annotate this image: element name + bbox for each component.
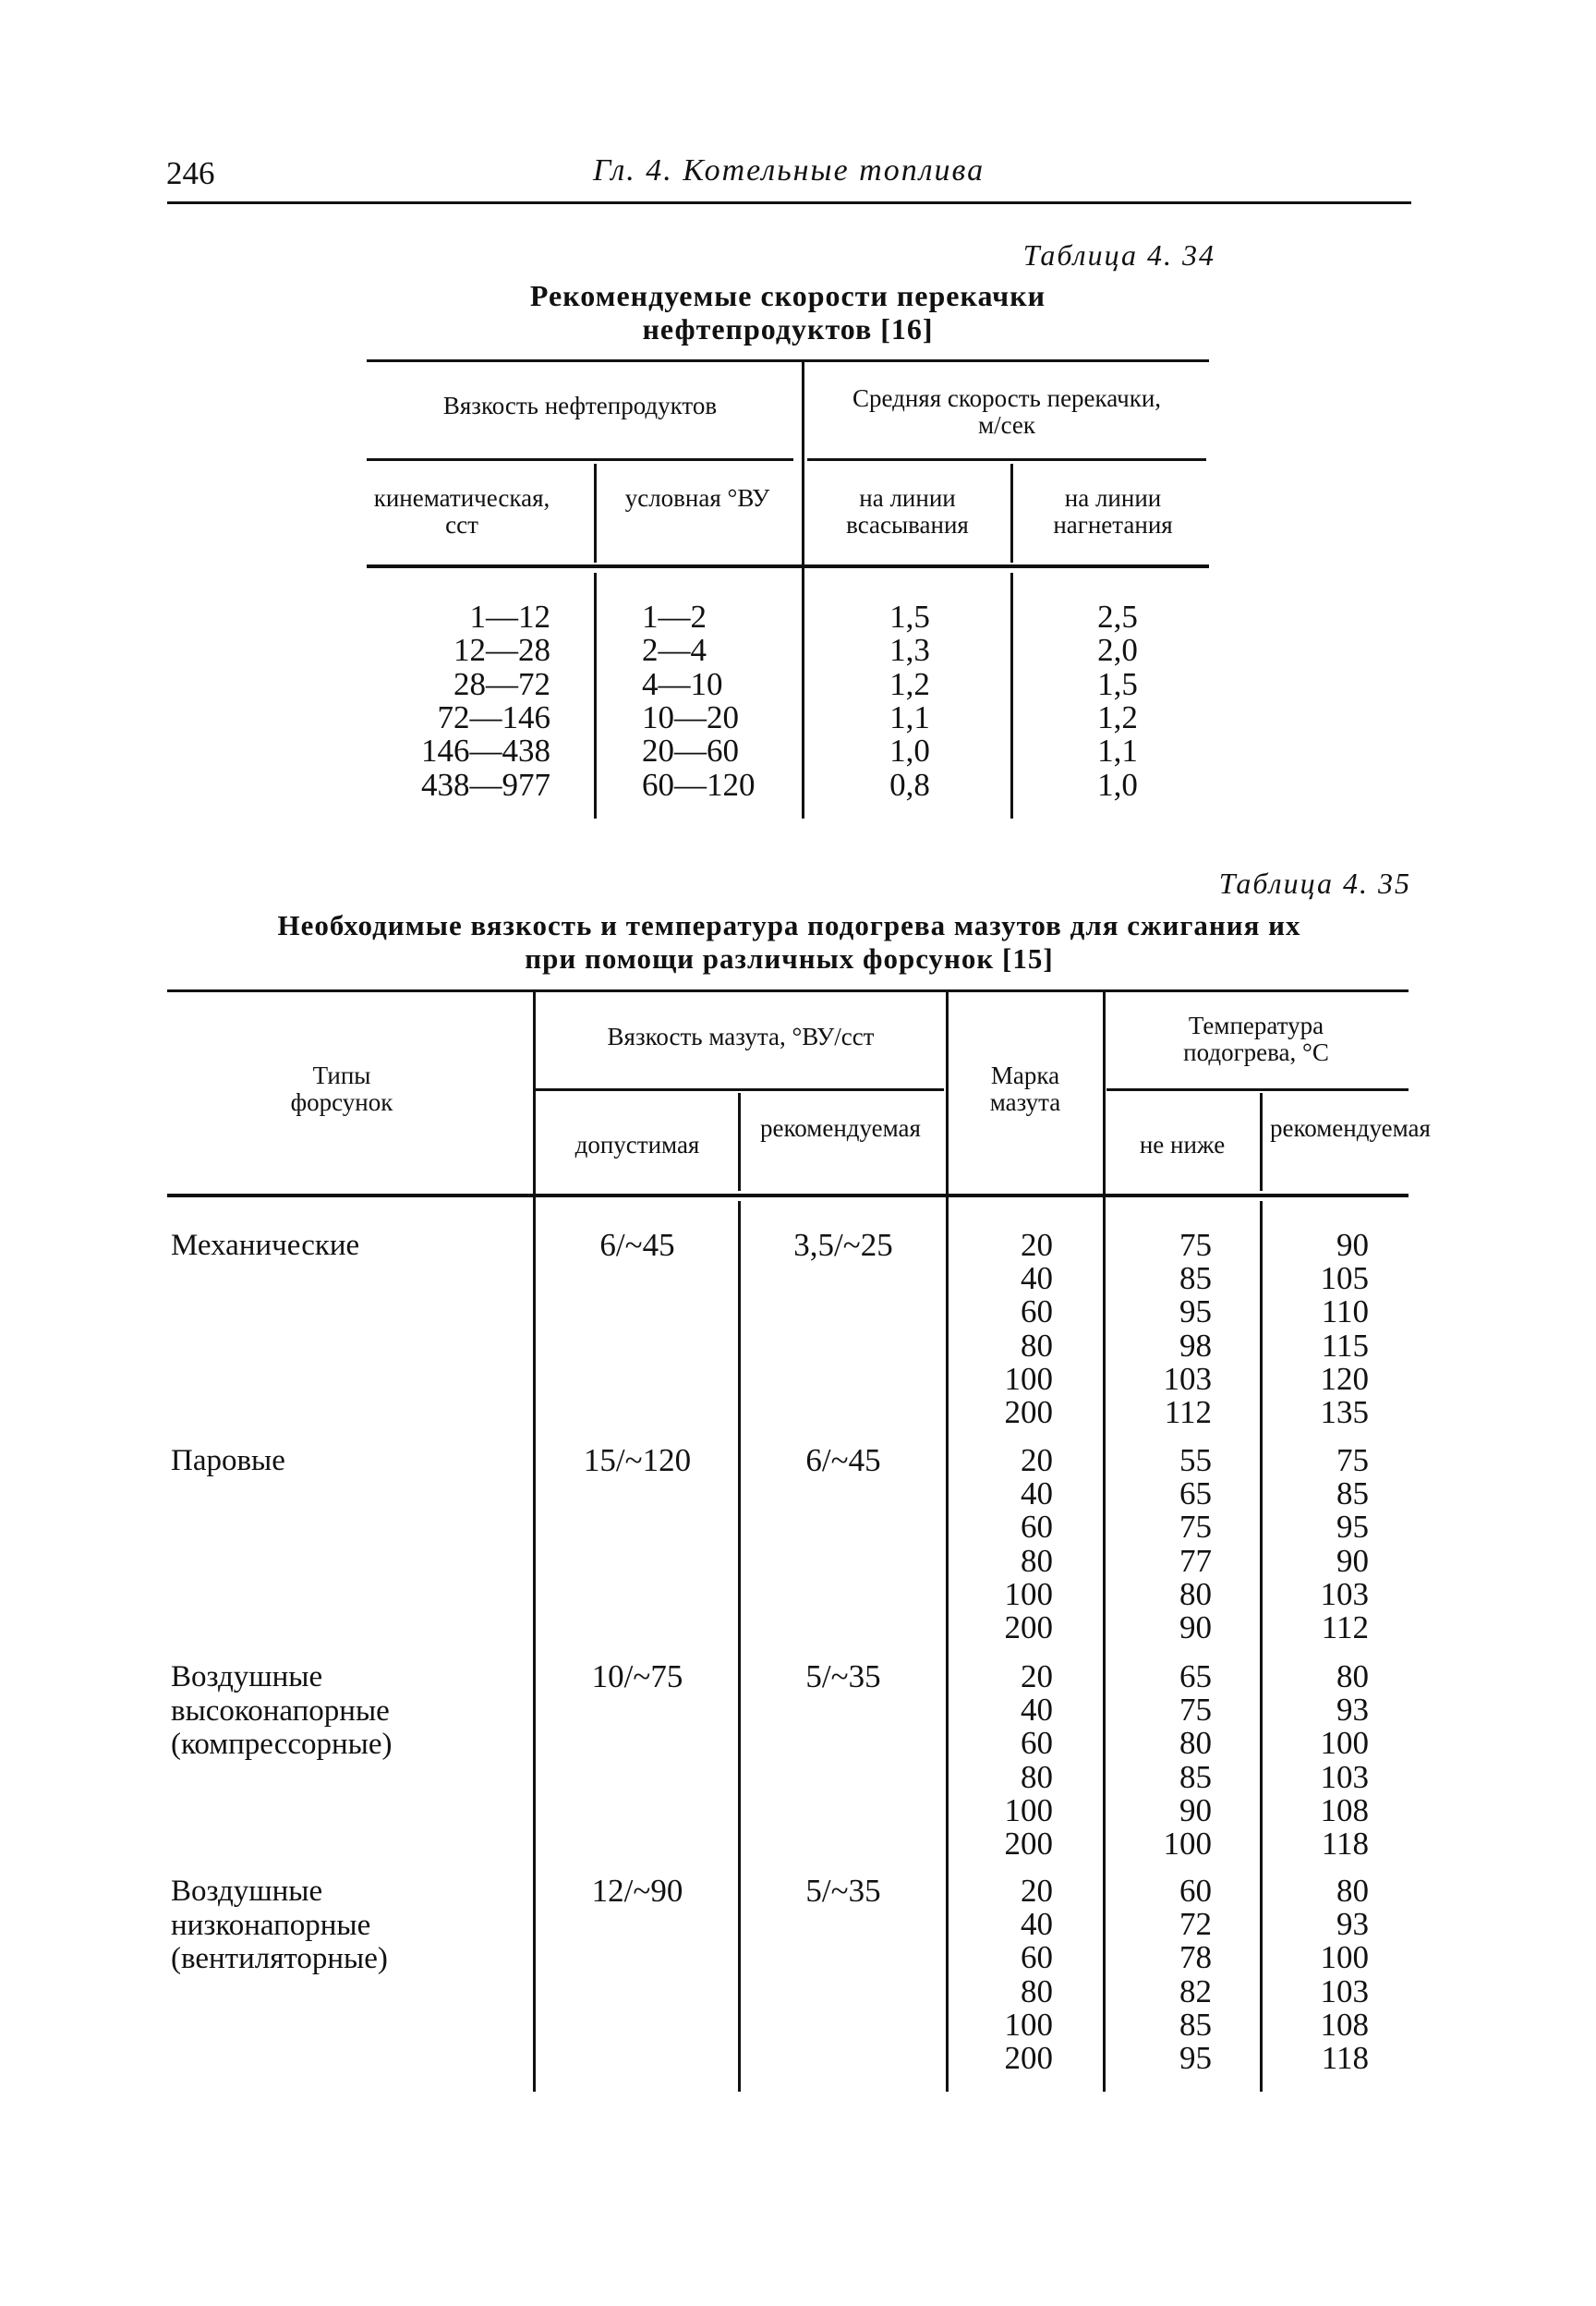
temp-recommended: 100 [1320,1725,1369,1762]
table-caption: Таблица 4. 34 [1022,238,1215,272]
table-title-line: Необходимые вязкость и температура подогрева мазутов для сжигания их [277,909,1301,941]
fuel-grade: 20 [1021,1873,1053,1909]
column-divider [594,464,597,563]
temp-not-below: 95 [1179,2040,1212,2076]
fuel-grade: 40 [1021,1260,1053,1297]
table-cell: 2—4 [642,632,707,669]
allowed-viscosity: 12/~90 [591,1873,683,1909]
header-speed: Средняя скорость перекачки, м/сек [852,384,1162,439]
temp-recommended: 80 [1336,1658,1369,1694]
table-cell: 60—120 [642,766,756,803]
temp-recommended: 85 [1336,1475,1369,1512]
table-cell: 1,5 [889,599,930,635]
injector-type: Воздушные низконапорные (вентиляторные) [171,1875,388,1975]
table-cell: 10—20 [642,698,739,735]
table-cell: 1,2 [889,665,930,702]
temp-not-below: 80 [1179,1575,1212,1612]
column-divider [946,992,949,2092]
fuel-grade: 60 [1021,1509,1053,1546]
running-head [0,153,1596,188]
header-rule [167,201,1411,204]
temp-not-below: 98 [1179,1327,1212,1364]
fuel-grade: 200 [1004,1609,1053,1645]
column-divider [802,362,804,819]
recommended-viscosity: 3,5/~25 [793,1227,893,1263]
temp-recommended: 90 [1336,1542,1369,1579]
table-title [367,279,1209,346]
temp-not-below: 75 [1179,1227,1212,1263]
fuel-grade: 40 [1021,1692,1053,1729]
temp-recommended: 120 [1320,1360,1369,1397]
temp-not-below: 85 [1179,1260,1212,1297]
table-rule [367,458,793,461]
recommended-viscosity: 6/~45 [805,1442,881,1478]
temp-not-below: 95 [1179,1293,1212,1330]
table-cell: 2,5 [1097,599,1138,635]
temp-recommended: 75 [1336,1442,1369,1478]
temp-not-below: 90 [1179,1791,1212,1828]
header-kinematic: кинематическая, сст [373,484,550,539]
temp-recommended: 80 [1336,1873,1369,1909]
column-divider [533,992,536,2092]
temp-recommended: 103 [1320,1758,1369,1795]
allowed-viscosity: 10/~75 [591,1658,683,1694]
table-cell: 1,2 [1097,698,1138,735]
table-title [167,909,1411,976]
fuel-grade: 200 [1004,1394,1053,1430]
table-cell: 1,1 [889,698,930,735]
fuel-grade: 40 [1021,1475,1053,1512]
table-rule [536,1088,944,1091]
table-cell: 28—72 [453,665,550,702]
temp-not-below: 60 [1179,1873,1212,1909]
fuel-grade: 60 [1021,1293,1053,1330]
injector-type: Паровые [171,1444,285,1477]
header-discharge: на линии нагнетания [1053,484,1173,539]
table-cell: 1,1 [1097,733,1138,770]
header-not-below: не ниже [1139,1131,1226,1159]
temp-recommended: 100 [1320,1939,1369,1976]
temp-not-below: 77 [1179,1542,1212,1579]
column-divider [738,1201,741,2092]
temp-not-below: 90 [1179,1609,1212,1645]
recommended-viscosity: 5/~35 [805,1658,881,1694]
allowed-viscosity: 6/~45 [599,1227,675,1263]
temp-not-below: 112 [1164,1394,1212,1430]
table-cell: 438—977 [421,766,550,803]
temp-not-below: 82 [1179,1972,1212,2009]
table-cell: 1,0 [1097,766,1138,803]
table-cell: 1—12 [469,599,550,635]
temp-recommended: 103 [1320,1575,1369,1612]
table-cell: 20—60 [642,733,739,770]
temp-recommended: 108 [1320,2006,1369,2043]
temp-not-below: 80 [1179,1725,1212,1762]
table-cell: 146—438 [421,733,550,770]
header-viscosity: Вязкость мазута, °ВУ/сст [607,1023,875,1050]
table-rule [167,989,1409,992]
table-cell: 72—146 [437,698,550,735]
table-cell: 1,0 [889,733,930,770]
table-cell: 1,5 [1097,665,1138,702]
temp-recommended: 90 [1336,1227,1369,1263]
temp-not-below: 75 [1179,1509,1212,1546]
fuel-grade: 100 [1004,2006,1053,2043]
running-head-text: Гл. 4. Котельные топлива [592,153,985,188]
temp-not-below: 72 [1179,1906,1212,1943]
fuel-grade: 100 [1004,1791,1053,1828]
fuel-grade: 100 [1004,1575,1053,1612]
table-rule [1106,1088,1409,1091]
temp-recommended: 93 [1336,1692,1369,1729]
header-viscosity: Вязкость нефтепродуктов [442,392,718,419]
column-divider [738,1093,741,1191]
temp-not-below: 55 [1179,1442,1212,1478]
header-temp-recommended: рекомендуемая [1270,1114,1431,1142]
temp-not-below: 65 [1179,1475,1212,1512]
table-caption: Таблица 4. 35 [1218,867,1411,900]
temp-not-below: 65 [1179,1658,1212,1694]
header-conditional: условная °ВУ [624,484,770,512]
fuel-grade: 100 [1004,1360,1053,1397]
fuel-grade: 200 [1004,2040,1053,2076]
page-number: 246 [166,155,215,191]
table-rule [367,359,1209,362]
fuel-grade: 40 [1021,1906,1053,1943]
temp-recommended: 112 [1321,1609,1369,1645]
temp-recommended: 135 [1320,1394,1369,1430]
table-title-line: Рекомендуемые скорости перекачки [529,279,1046,312]
header-allowed: допустимая [574,1131,700,1159]
column-divider [1103,992,1106,2092]
table-rule [807,458,1206,461]
table-cell: 0,8 [889,766,930,803]
allowed-viscosity: 15/~120 [583,1442,692,1478]
column-divider [1260,1201,1263,2092]
table-rule [367,564,1209,568]
header-types: Типы форсунок [290,1062,393,1116]
header-grade: Марка мазута [989,1062,1061,1116]
temp-recommended: 108 [1320,1791,1369,1828]
temp-recommended: 118 [1321,2040,1369,2076]
table-cell: 12—28 [453,632,550,669]
temp-recommended: 103 [1320,1972,1369,2009]
table-cell: 1,3 [889,632,930,669]
temp-not-below: 100 [1163,1826,1212,1862]
table-cell: 1—2 [642,599,707,635]
fuel-grade: 80 [1021,1542,1053,1579]
temp-recommended: 118 [1321,1826,1369,1862]
fuel-grade: 80 [1021,1972,1053,2009]
header-temperature: Температура подогрева, °С [1183,1012,1329,1066]
fuel-grade: 80 [1021,1758,1053,1795]
table-cell: 4—10 [642,665,723,702]
column-divider [1260,1093,1263,1191]
table-cell: 2,0 [1097,632,1138,669]
column-divider [1010,573,1013,819]
fuel-grade: 60 [1021,1939,1053,1976]
header-suction: на линии всасывания [846,484,969,539]
fuel-grade: 80 [1021,1327,1053,1364]
recommended-viscosity: 5/~35 [805,1873,881,1909]
temp-not-below: 103 [1163,1360,1212,1397]
table-title-line: нефтепродуктов [16] [642,312,934,346]
fuel-grade: 20 [1021,1658,1053,1694]
injector-type: Воздушные высоконапорные (компрессорные) [171,1660,393,1761]
fuel-grade: 20 [1021,1227,1053,1263]
fuel-grade: 60 [1021,1725,1053,1762]
table-title-line: при помощи различных форсунок [15] [525,942,1054,975]
temp-not-below: 85 [1179,1758,1212,1795]
column-divider [1010,464,1013,563]
header-recommended: рекомендуемая [760,1114,921,1142]
temp-recommended: 110 [1321,1293,1369,1330]
temp-recommended: 105 [1320,1260,1369,1297]
temp-recommended: 95 [1336,1509,1369,1546]
temp-not-below: 78 [1179,1939,1212,1976]
temp-recommended: 93 [1336,1906,1369,1943]
fuel-grade: 200 [1004,1826,1053,1862]
temp-not-below: 75 [1179,1692,1212,1729]
column-divider [594,573,597,819]
fuel-grade: 20 [1021,1442,1053,1478]
temp-not-below: 85 [1179,2006,1212,2043]
temp-recommended: 115 [1321,1327,1369,1364]
injector-type: Механические [171,1229,360,1262]
table-rule [167,1194,1409,1197]
